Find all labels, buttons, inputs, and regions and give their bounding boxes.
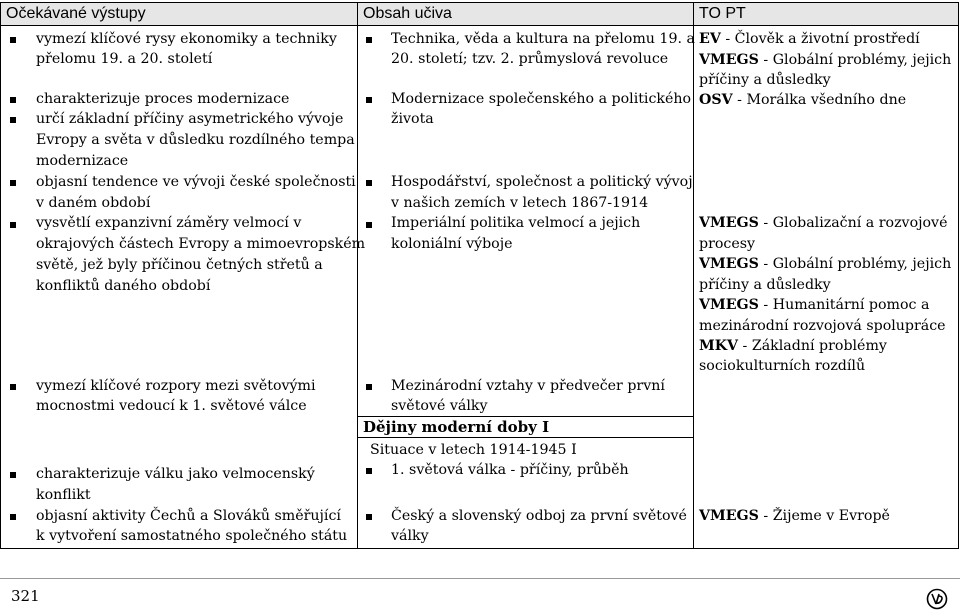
col2-item3-line2: v našich zemích v letech 1867-1914 (391, 195, 649, 211)
col3-block2-line2 (699, 234, 755, 254)
bullet (366, 514, 372, 520)
logo-icon (926, 588, 948, 610)
col2-item1-line2: 20. století; tzv. 2. průmyslová revoluce (391, 51, 669, 67)
theme-text: procesy (699, 236, 756, 252)
col-divider-1 (357, 2, 358, 549)
col1-item8-line1: objasní aktivity Čechů a Slováků směřující (36, 508, 341, 524)
col1-item1-line1: vymezí klíčové rysy ekonomiky a techniky (36, 31, 337, 47)
col1-item3-line3: modernizace (36, 153, 129, 169)
bullet (10, 37, 16, 43)
table-top-border (0, 2, 959, 3)
col3-block2-line4 (699, 275, 831, 295)
col2-item5-line2: světové války (391, 398, 488, 414)
theme-text: příčiny a důsledky (699, 72, 831, 88)
col-divider-2 (693, 2, 694, 549)
col3-block1-line3 (699, 70, 831, 90)
col1-item4-line2: v daném období (36, 195, 151, 211)
col2-item7-line1: Český a slovenský odboj za první světové (391, 508, 687, 524)
col3-block1-line4 (699, 90, 906, 110)
theme-code: VMEGS (699, 52, 759, 68)
theme-text: - Člověk a životní prostředí (720, 31, 920, 47)
theme-code: VMEGS (699, 508, 759, 524)
col3-block2-line8 (699, 356, 865, 376)
col2-item6-line1: 1. světová válka - příčiny, průběh (391, 462, 629, 478)
col2-item3-line1: Hospodářství, společnost a politický vývoj (391, 174, 693, 190)
header-crosscutting-themes: TO PT (699, 5, 746, 22)
bullet (10, 472, 16, 478)
col1-item5-line3: světě, jež byly příčinou četných střetů a (36, 257, 323, 273)
bullet (366, 97, 372, 103)
col1-item3-line2: Evropy a světa v důsledku rozdílného tempa (36, 132, 355, 148)
col3-block2-line3 (699, 254, 951, 274)
theme-text: sociokulturních rozdílů (699, 358, 866, 374)
col3-block2-line6 (699, 316, 946, 336)
col1-item6-line1: vymezí klíčové rozpory mezi světovými (36, 378, 316, 394)
col3-block2-line1 (699, 213, 947, 233)
bullet (366, 180, 372, 186)
page-number: 321 (11, 587, 40, 605)
bullet (10, 514, 16, 520)
theme-text: - Globální problémy, jejich (758, 256, 952, 272)
col2-item4-line1: Imperiální politika velmocí a jejich (391, 215, 641, 231)
theme-code: EV (699, 31, 721, 47)
theme-code: VMEGS (699, 256, 759, 272)
theme-code: VMEGS (699, 297, 759, 313)
bullet (10, 222, 16, 228)
col1-item6-line2: mocnostmi vedoucí k 1. světové válce (36, 398, 307, 414)
bullet (10, 384, 16, 390)
col2-item4-line2: koloniální výboje (391, 236, 513, 252)
header-expected-outcomes: Očekávané výstupy (6, 5, 146, 22)
col3-block2-line7 (699, 336, 887, 356)
theme-code: MKV (699, 338, 739, 354)
col1-item3-line1: určí základní příčiny asymetrického vývoje (36, 111, 344, 127)
bullet (366, 222, 372, 228)
col3-block2-line5 (699, 295, 929, 315)
col1-item8-line2: k vytvoření samostatného společného státu (36, 528, 348, 544)
header-curriculum-content: Obsah učiva (363, 5, 452, 22)
theme-text: - Globalizační a rozvojové (758, 215, 948, 231)
col1-item1-line2: přelomu 19. a 20. století (36, 51, 213, 67)
table-right-border (958, 2, 959, 549)
col1-item7-line1: charakterizuje válku jako velmocenský (36, 466, 315, 482)
col1-item2-line1: charakterizuje proces modernizace (36, 91, 290, 107)
section-title: Dějiny moderní doby I (363, 418, 550, 436)
table-left-border (0, 2, 1, 549)
section-title-bottom-border (357, 437, 694, 438)
col2-item2-line2: života (391, 111, 434, 127)
col2-item7-line2: války (391, 528, 429, 544)
col1-item5-line1: vysvětlí expanzivní záměry velmocí v (36, 215, 302, 231)
bullet (10, 97, 16, 103)
col2-item2-line1: Modernizace společenského a politického (391, 91, 692, 107)
col1-item5-line4: konfliktů daného období (36, 278, 211, 294)
table-bottom-border (0, 548, 959, 549)
header-bottom-border (0, 25, 959, 26)
theme-text: - Žijeme v Evropě (758, 508, 890, 524)
bullet (366, 468, 372, 474)
col1-item5-line2: okrajových částech Evropy a mimoevropském (36, 236, 366, 252)
theme-text: - Morálka všedního dne (732, 92, 907, 108)
theme-text: - Globální problémy, jejich (758, 52, 952, 68)
col3-block1-line2 (699, 50, 951, 70)
bullet (366, 384, 372, 390)
col2-item1-line1: Technika, věda a kultura na přelomu 19. a (391, 31, 695, 47)
theme-text: - Humanitární pomoc a (758, 297, 930, 313)
theme-text: - Základní problémy (738, 338, 887, 354)
col1-item4-line1: objasní tendence ve vývoji české společnosti (36, 174, 356, 190)
col3-block1-line1 (699, 29, 920, 49)
bullet (10, 117, 16, 123)
theme-code: VMEGS (699, 215, 759, 231)
theme-code: OSV (699, 92, 733, 108)
bullet (10, 180, 16, 186)
bullet (366, 37, 372, 43)
theme-text: příčiny a důsledky (699, 277, 831, 293)
theme-text: mezinárodní rozvojová spolupráce (699, 318, 946, 334)
col3-block3-line1 (699, 506, 890, 526)
col2-item5-line1: Mezinárodní vztahy v předvečer první (391, 378, 665, 394)
section-subtitle: Situace v letech 1914-1945 I (370, 442, 577, 458)
footer-rule (0, 578, 960, 579)
col1-item7-line2: konflikt (36, 487, 91, 503)
